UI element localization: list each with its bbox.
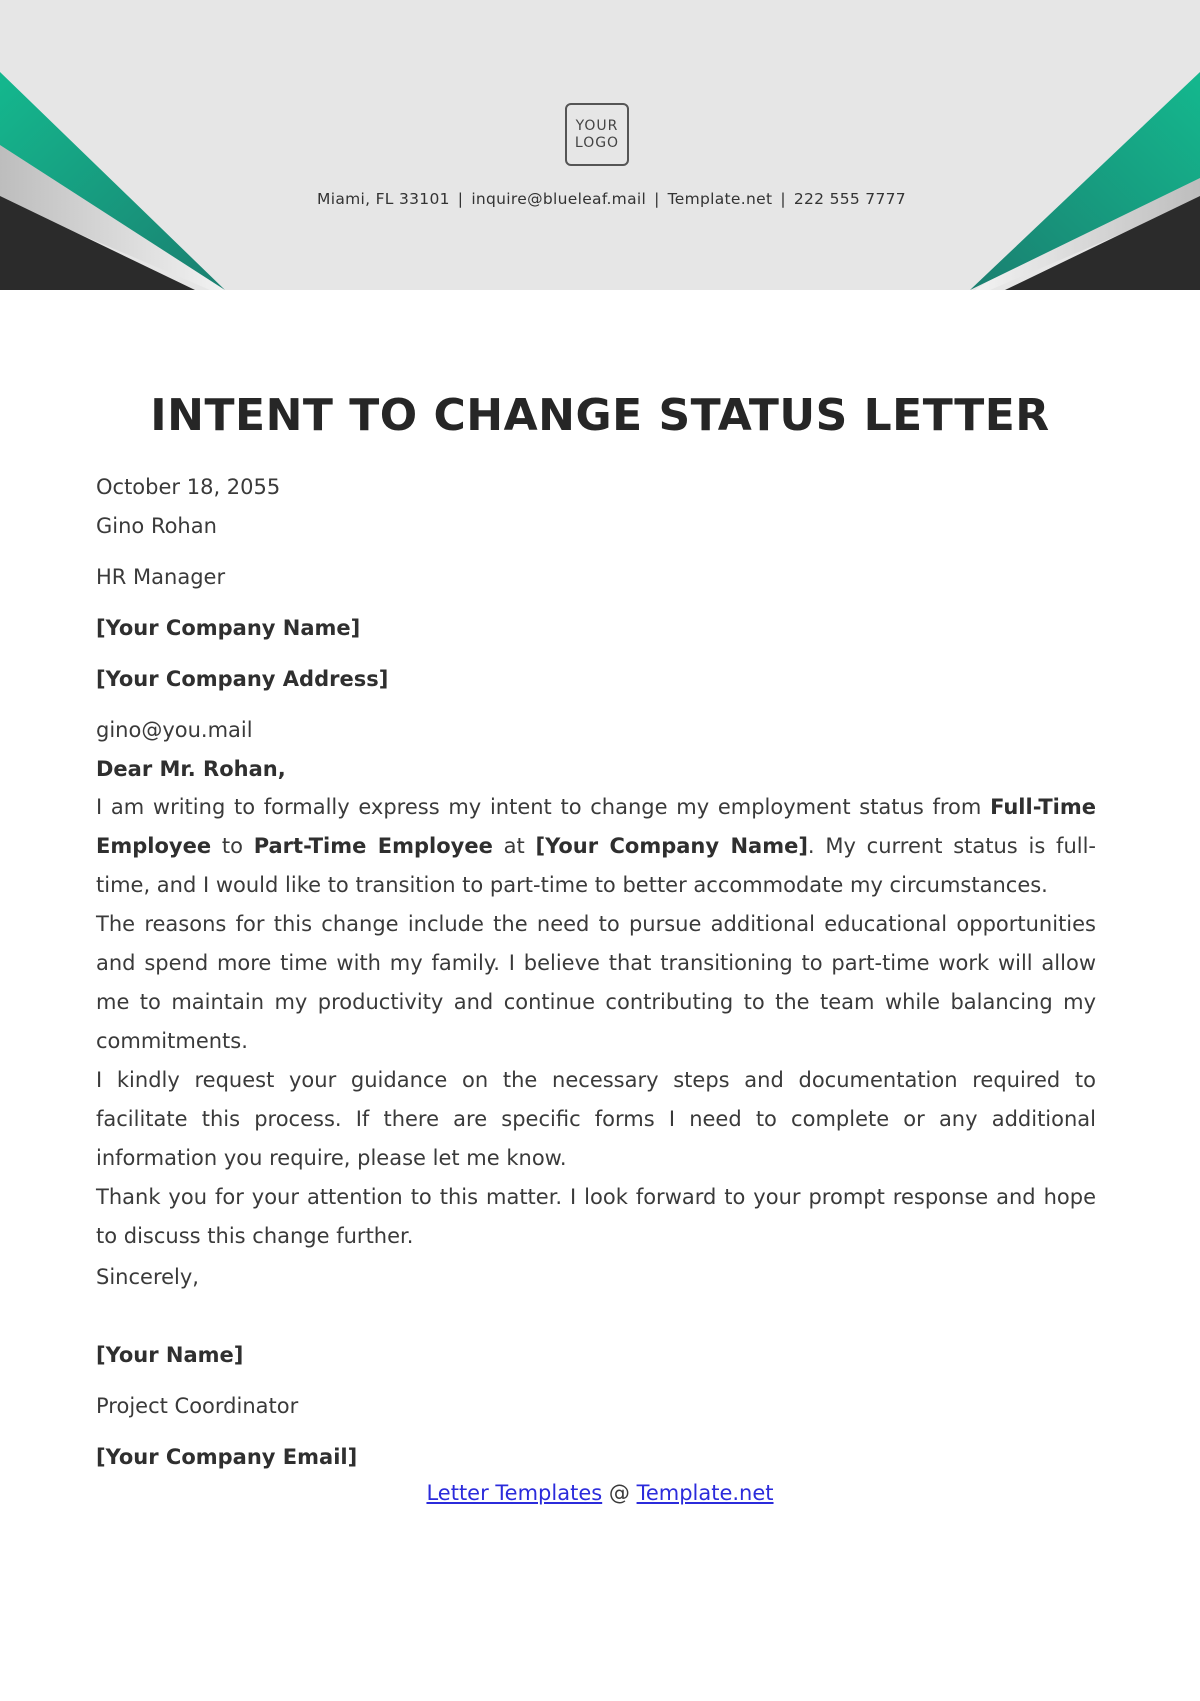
paragraph-1-text: at [492,834,536,858]
logo-text-line2: LOGO [574,134,620,151]
contact-bar [0,190,1200,208]
salutation: Dear Mr. Rohan, [96,757,286,781]
company-name-inline: [Your Company Name] [535,834,808,858]
contact-website: Template.net [667,190,773,208]
company-name: [Your Company Name] [96,616,361,640]
contact-address: Miami, FL 33101 [317,190,450,208]
footer-at: @ [608,1481,630,1505]
footer [0,1481,1200,1505]
paragraph-1-text: . My current status is full-time, and I would like to transition to part-time to better accommodate my circumstances. [96,834,1096,897]
logo-text-line1: YOUR [575,117,619,134]
paragraph-3: I kindly request your guidance on the necessary steps and documentation required to facilitate this process. If there are specific forms I need to complete or any additional information you require, please let me know. [96,1068,1096,1170]
paragraph-1 [96,788,1096,905]
paragraph-2: The reasons for this change include the need to pursue additional educational opportunities and spend more time with my family. I believe that transitioning to part-time work will allow me to maintain my productivity and continue contributing to the team while balancing my commitments. [96,912,1096,1053]
sender-name: [Your Name] [96,1343,244,1367]
recipient-title: HR Manager [96,565,226,589]
status-from: Full-Time Employee [96,795,1096,858]
template-net-link[interactable]: Template.net [636,1481,774,1505]
paragraph-4: Thank you for your attention to this matter. I look forward to your prompt response and hope to discuss this change further. [96,1185,1096,1248]
logo-placeholder [565,103,629,166]
letter-templates-link[interactable]: Letter Templates [426,1481,603,1505]
status-to: Part-Time Employee [253,834,493,858]
letter-date: October 18, 2055 [96,475,281,499]
contact-separator: | [457,190,464,208]
paragraph-1-text: I am writing to formally express my intent to change my employment status from [96,795,991,819]
sender-email: [Your Company Email] [96,1445,358,1469]
contact-email: inquire@blueleaf.mail [471,190,647,208]
letter-title: INTENT TO CHANGE STATUS LETTER [150,390,1050,441]
contact-separator: | [654,190,660,208]
recipient-name: Gino Rohan [96,514,217,538]
sender-title: Project Coordinator [96,1394,299,1418]
paragraph-1-text: to [211,834,254,858]
closing: Sincerely, [96,1265,199,1289]
contact-separator: | [780,190,786,208]
recipient-email: gino@you.mail [96,718,253,742]
letterhead [0,0,1200,290]
company-address: [Your Company Address] [96,667,389,691]
contact-phone: 222 555 7777 [793,190,906,208]
